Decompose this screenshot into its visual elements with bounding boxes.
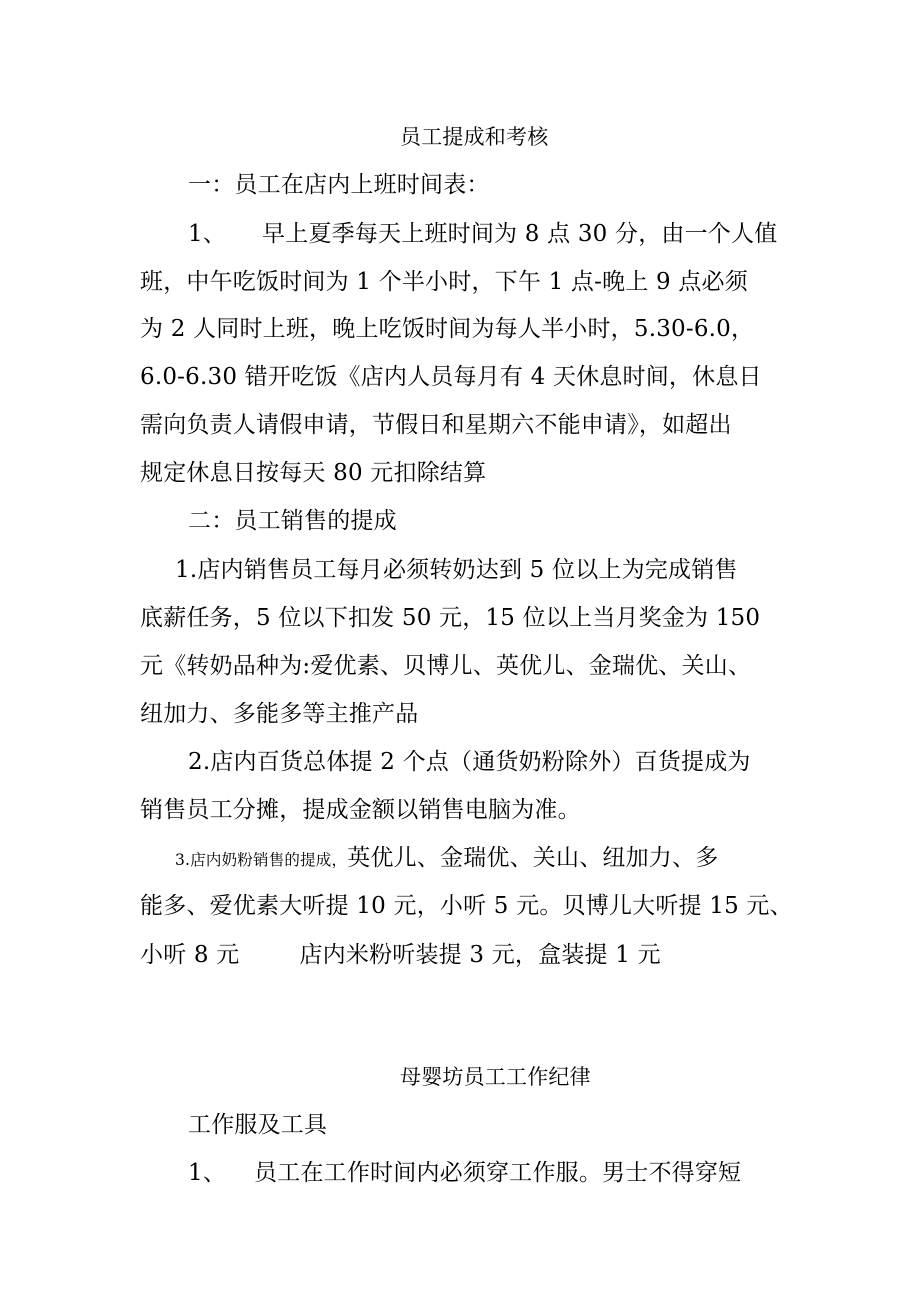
paragraph-lead: 3.店内奶粉销售的提成， [175, 851, 348, 869]
paragraph-line: 需向负责人请假申请，节假日和星期六不能申请》，如超出 [140, 412, 732, 438]
paragraph-line [140, 940, 661, 970]
paragraph-line: 6.0-6.30 错开吃饭《店内人员每月有 4 天休息时间，休息日 [140, 364, 762, 390]
paragraph-line [175, 843, 718, 875]
document-title-2: 母婴坊员工工作纪律 [400, 1065, 591, 1089]
paragraph-text: 店内米粉听装提 3 元，盒装提 1 元 [299, 942, 661, 968]
paragraph-line [188, 1158, 741, 1188]
paragraph-line: 能多、爱优素大听提 10 元，小听 5 元。贝博儿大听提 15 元、 [140, 893, 793, 919]
paragraph-line [188, 219, 777, 249]
section-heading-uniform: 工作服及工具 [188, 1112, 328, 1138]
paragraph-line: 销售员工分摊，提成金额以销售电脑为准。 [140, 797, 581, 823]
paragraph-text: 早上夏季每天上班时间为 8 点 30 分，由一个人值 [262, 221, 778, 247]
paragraph-line: 纽加力、多能多等主推产品 [140, 701, 419, 727]
paragraph-line: 为 2 人同时上班，晚上吃饭时间为每人半小时，5.30-6.0， [140, 316, 755, 342]
section-heading-work-hours: 一：员工在店内上班时间表： [188, 172, 490, 198]
paragraph-line: 班，中午吃饭时间为 1 个半小时，下午 1 点-晚上 9 点必须 [140, 269, 748, 295]
paragraph-line: 2.店内百货总体提 2 个点（通货奶粉除外）百货提成为 [188, 749, 751, 775]
paragraph-line: 底薪任务，5 位以下扣发 50 元，15 位以上当月奖金为 150 [140, 605, 761, 631]
list-number: 1、 [188, 221, 227, 247]
paragraph-text: 小听 8 元 [140, 942, 240, 968]
paragraph-line: 规定休息日按每天 80 元扣除结算 [140, 460, 487, 486]
list-number: 1、 [188, 1160, 227, 1186]
paragraph-line: 1.店内销售员工每月必须转奶达到 5 位以上为完成销售 [175, 557, 738, 583]
document-title: 员工提成和考核 [400, 125, 549, 149]
paragraph-text: 英优儿、金瑞优、关山、纽加力、多 [347, 845, 719, 871]
section-heading-sales-commission: 二：员工销售的提成 [188, 508, 397, 534]
paragraph-text: 员工在工作时间内必须穿工作服。男士不得穿短 [254, 1160, 742, 1186]
paragraph-line: 元《转奶品种为:爱优素、贝博儿、英优儿、金瑞优、关山、 [140, 653, 752, 679]
